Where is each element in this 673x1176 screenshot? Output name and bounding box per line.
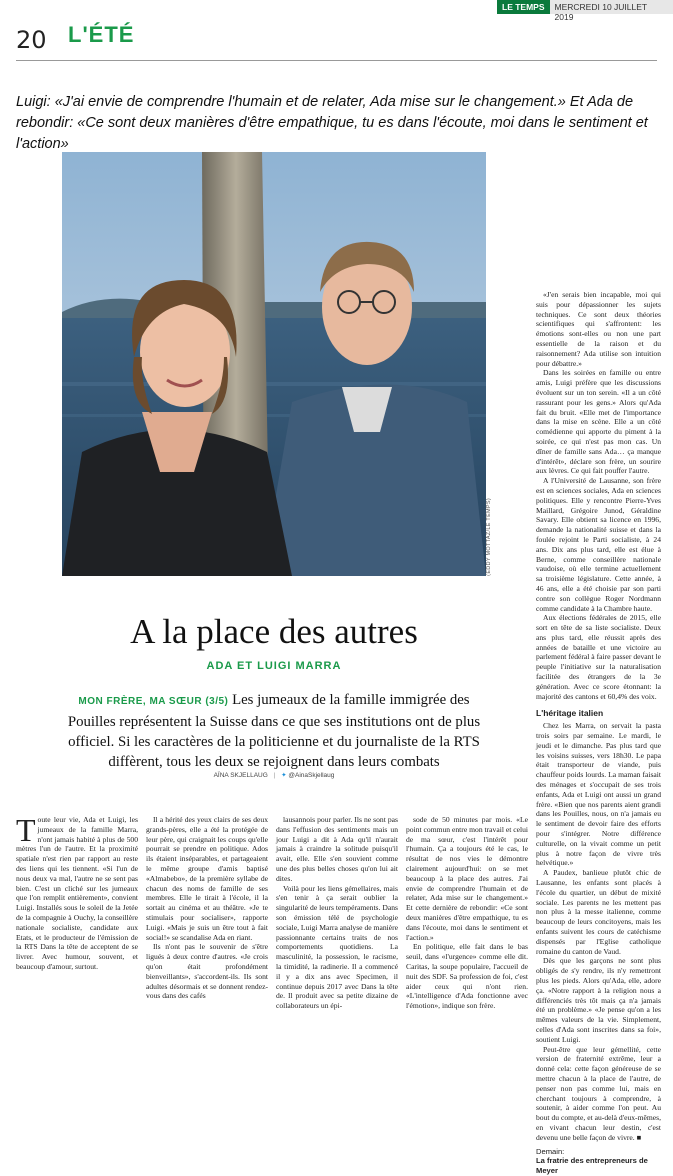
author-twitter[interactable]: @AinaSkjellaug xyxy=(288,772,335,779)
paragraph: Voilà pour les liens gémellaires, mais s'en tenir à ça serait oublier la singularité de leurs tempéraments. Dans son émission télé de psychologie sociale, Luigi Marra analyse de manière passionnante certains traits de nos comportements quotidiens. La masculinité, la possession, le racisme, la timidité, la radinerie. Il a commencé il y a dix ans avec Specimen, il continue depuis 2017 avec Dans la tête de. Il produit avec sa petite dizaine de collaborateurs un épi- xyxy=(276,883,398,1011)
header-rule xyxy=(16,60,657,61)
paragraph-text: oute leur vie, Ada et Luigi, les jumeaux de la famille Marra, n'ont jamais habité à plus de 500 mètres l'un de l'autre. Et la proximité spatiale n'est rien par rapport au reste des liens qui les tiennent. «Si l'un de nous deux va mal, l'autre ne se sent pas bien. C'est un cliché sur les jumeaux que l'on remplit entièrement», convient Luigi. Installés sous le soleil de la Jetée de la compagnie à Ouchy, la conseillère nationale socialiste, candidate aux Etats, et le producteur de l'émission de la RTS Dans la tête de acceptent de se livrer. Avec humour, souvent, et beaucoup d'amour, surtout. xyxy=(16,815,138,971)
paragraph: Peut-être que leur gémellité, cette version de fraternité extrême, leur a donné cela: cette façon généreuse de se mettre chacun à la place de l'autre, de penser non pas comme lui, mais en cherchant toujours à comprendre, à soutenir, à aider comme l'on peut. Au bout du compte, et au-delà d'eux-mêmes, en vivant chacun leur destin, c'est devenu une belle façon de vivre. ■ xyxy=(536,1044,661,1142)
paragraph: Chez les Marra, on servait la pasta trois soirs par semaine. Le mardi, le jeudi et le dimanche. Pas plus tard que les voisins suisses, vers 18h30. Le papa était transporteur de viande, puis chauffeur poids lourds. La maman faisait des ménages et s'occupait de ses trois enfants, Ada et Luigi ont aussi un grand frère. «Bien que nos parents aient grandi dans les Pouilles, nous, on n'a jamais eu le sentiment de devoir faire des efforts pour s'intégrer. Notre différence culturelle, on la vivait comme un petit plus à notre façon de vivre très helvétique.» xyxy=(536,721,661,868)
masthead xyxy=(497,0,673,22)
article-lead xyxy=(62,690,486,772)
paragraph: En politique, elle fait dans le bas seuil, dans «l'urgence» comme elle dit. Caritas, la soupe populaire, l'accueil de nuit des SDF. Sa profession de foi, c'est aider ceux qui n'ont rien. «L'intelligence d'Ada fonctionne avec l'émotion», indique son frère. xyxy=(406,942,528,1011)
subheading: L'héritage italien xyxy=(536,708,604,719)
author-line xyxy=(62,771,486,779)
body-column-3 xyxy=(276,815,398,1011)
paragraph: sode de 50 minutes par mois. «Le point commun entre mon travail et celui de ma sœur, c'est l'intérêt pour l'humain. Ça a toujours été le cas, le résultat de nos vies le démontre clairement aujourd'hui: on se met beaucoup à la place des autres. J'ai envie de comprendre l'humain et de relater, Ada mise sur le changement.» Et cette dernière de rebondir: «Ce sont deux manières d'être empathique, tu es dans l'écoute, moi dans le sentiment et l'action.» xyxy=(406,815,528,942)
paragraph: Ils n'ont pas le souvenir de s'être ligués à deux contre d'autres. «Je crois qu'on était profondément bienveillants», s'accordent-ils. Ils sont adultes désormais et se donnent rendez-vous dans des cafés xyxy=(146,942,268,1001)
paragraph: Aux élections fédérales de 2015, elle sort en tête de sa liste socialiste. Deux ans plus tard, elle réussit après des années de bataille et une victoire au parlement fédéral à faire passer devant le peuple l'initiative sur la naturalisation facilitée des étrangers de la 3e génération. Avec ce score étonnant: la majorité des cantons et 60,4% des voix. xyxy=(536,613,661,701)
pull-quote: Luigi: «J'ai envie de comprendre l'humain et de relater, Ada mise sur le changement.» Et Ada de rebondir: «Ce sont deux manières d'être empathique, tu es dans l'écoute, moi dans le sentiment et l'action» xyxy=(16,94,648,152)
paragraph: lausannois pour parler. Ils ne sont pas dans l'effusion des sentiments mais un jour Luigi a dit à Ada qu'il n'aurait jamais à craindre la solitude puisqu'il avait, elle. Elle s'en souvient comme une des plus belles choses qu'on lui ait dites. xyxy=(276,815,398,883)
next-title: La fratrie des entrepreneurs de Meyer xyxy=(536,1156,648,1176)
body-column-4 xyxy=(406,815,528,1011)
article-title: A la place des autres xyxy=(130,612,418,651)
body-column-2 xyxy=(146,815,268,1001)
paragraph xyxy=(16,812,138,972)
paragraph: A l'Université de Lausanne, son frère est en sciences sociales, Ada en sciences politiques. Elle y rencontre Pierre-Yves Maillard, Grégoire Junod, Géraldine Savary. Elle obtient sa licence en 1996, demande la nationalité suisse et dans la foulée rejoint le Parti socialiste, à 24 ans. Dix ans plus tard, elle est élue à Berne, comme conseillère nationale vaudoise, où elle termine actuellement sa troisième législature. Cette année, à 46 ans, elle a été choisie par son parti contre son collègue Roger Nordmann comme candidate à la Chambre haute. xyxy=(536,476,661,613)
paragraph: «J'en serais bien incapable, moi qui suis pour dépassionner les sujets techniques. Ce sont deux théories scientifiques qui s'affrontent: les émotions sont-elles ou non une part essentielle de la raison et du raisonnement? Ada utilise son intuition pour débattre.» xyxy=(536,290,661,368)
series-kicker: MON FRÈRE, MA SŒUR (3/5) xyxy=(78,696,229,707)
next-episode xyxy=(536,1147,661,1176)
issue-date: MERCREDI 10 JUILLET 2019 xyxy=(550,0,673,14)
page-number: 20 xyxy=(16,26,47,54)
separator: | xyxy=(273,772,276,779)
portrait-photo xyxy=(62,152,486,576)
next-label: Demain: xyxy=(536,1146,565,1156)
author-name: AÏNA SKJELLAUG xyxy=(213,772,268,779)
body-column-1 xyxy=(16,812,138,972)
portrait-illustration xyxy=(62,152,486,576)
section-title: L'ÉTÉ xyxy=(68,22,135,47)
lead-text: Les jumeaux de la famille immigrée des Pouilles représentent la Suisse dans ce que ses institutions ont de plus officiel. Si les caractères de la politicienne et du journaliste de la RTS diffèrent, tous les deux se rejoignent dans leurs combats xyxy=(67,692,481,770)
twitter-icon: ✦ xyxy=(281,772,287,779)
paragraph: A Paudex, banlieue plutôt chic de Lausanne, les enfants sont placés à l'école du quartier, un début de mixité sociale. Les parents ne les mettent pas non plus à la messe italienne, comme beaucoup de leurs concitoyens, mais les enfants suivent les cours de catéchisme dispensés par l'Eglise catholique romaine du canton de Vaud. xyxy=(536,868,661,956)
paragraph: Dès que les garçons ne sont plus obligés de s'y rendre, ils n'y remettront plus les pieds. Alors qu'Ada, elle, adore ça. «Notre rapport à la religion nous a différenciés très tôt mais ça n'a jamais été un problème.» «Je pense qu'on a les mêmes valeurs de la vie. Simplement, celles d'Ada sont inscrites dans sa foi», soutient Luigi. xyxy=(536,956,661,1044)
photo-credit: (EDDY MOTTAZ/LE TEMPS) xyxy=(486,498,492,576)
right-column xyxy=(536,290,661,1176)
article-subtitle: ADA ET LUIGI MARRA xyxy=(206,660,342,672)
dropcap: T xyxy=(16,812,36,848)
brand-label: LE TEMPS xyxy=(497,0,550,14)
paragraph: Dans les soirées en famille ou entre amis, Luigi préfère que les discussions évoluent sur un ton serein. «Il a un côté rassurant pour les gens.» Alors qu'Ada fait du bruit. «Elle met de l'importance dans la mise en scène. Elle a un côté comédienne qui apporte du piment à la soirée, ce qui n'est pas mon cas. Un dîner de famille sans Ada… ça manque d'intérêt», déclare son frère, un sourire aux lèvres. Ce qui fait pouffer l'autre. xyxy=(536,368,661,476)
paragraph: Il a hérité des yeux clairs de ses deux grands-pères, elle a été la protégée de leur père, qui craignait les coups qu'elle pourrait se prendre en politique. Ados ils étaient inséparables, et partageaient le même groupe d'amis baptisé «Almabebo», de la première syllabe de chacun des noms de famille de ses membres. Elle le tirait à l'école, il la sortait au cinéma et au théâtre. «Je te stimulais pour socialiser», rapporte Luigi. «Mais je suis un être tout à fait social!» se scandalise Ada en riant. xyxy=(146,815,268,942)
